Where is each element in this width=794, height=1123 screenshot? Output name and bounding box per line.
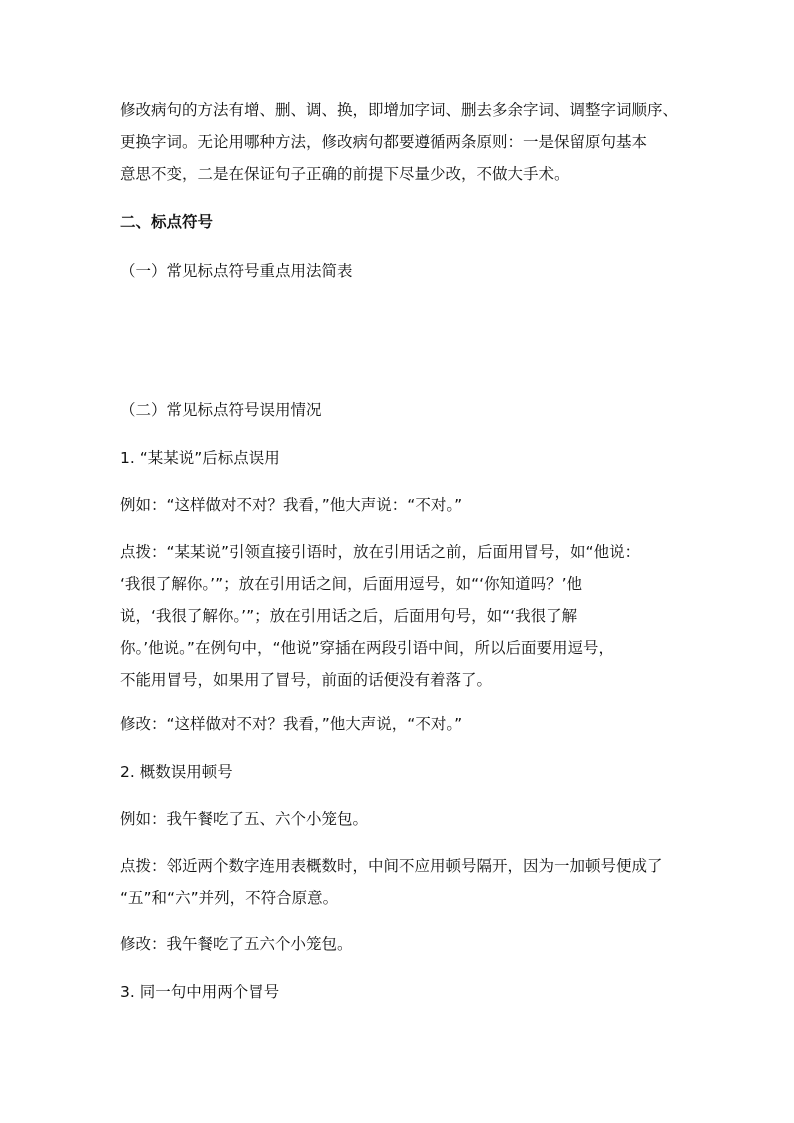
item-1-example: 例如：“这样做对不对？我看，”他大声说：“不对。” <box>120 496 463 514</box>
item-2-title: 2. 概数误用顿号 <box>120 763 233 781</box>
explanation-line: 不能用冒号，如果用了冒号，前面的话便没有着落了。 <box>120 671 493 689</box>
subsection-heading-table: （一）常见标点符号重点用法简表 <box>120 262 353 280</box>
item-3-title: 3. 同一句中用两个冒号 <box>120 983 280 1001</box>
intro-line: 修改病句的方法有增、删、调、换，即增加字词、删去多余字词、调整字词顺序、 <box>120 101 679 119</box>
item-2-fix: 修改：我午餐吃了五六个小笼包。 <box>120 935 353 953</box>
item-2-example: 例如：我午餐吃了五、六个小笼包。 <box>120 810 369 828</box>
explanation-line: 点拨：“某某说”引领直接引语时，放在引用话之前，后面用冒号，如“他说： <box>120 543 641 561</box>
intro-line: 更换字词。无论用哪种方法，修改病句都要遵循两条原则：一是保留原句基本 <box>120 133 648 151</box>
subsection-heading-misuse: （二）常见标点符号误用情况 <box>120 401 322 419</box>
explanation-line: 点拨：邻近两个数字连用表概数时，中间不应用顿号隔开，因为一加顿号便成了 <box>120 857 663 875</box>
item-1-title: 1. “某某说”后标点误用 <box>120 449 280 467</box>
explanation-line: ‘我很了解你。’”；放在引用话之间，后面用逗号，如“‘你知道吗？’他 <box>120 575 583 593</box>
explanation-line: 说，‘我很了解你。’”；放在引用话之后，后面用句号，如“‘我很了解 <box>120 607 578 625</box>
item-1-fix: 修改：“这样做对不对？我看，”他大声说，“不对。” <box>120 715 463 733</box>
intro-paragraph <box>120 94 680 190</box>
item-1-explanation <box>120 536 680 696</box>
explanation-line: “五”和“六”并列，不符合原意。 <box>120 889 339 907</box>
explanation-line: 你。’他说。”在例句中，“他说”穿插在两段引语中间，所以后面要用逗号， <box>120 639 615 657</box>
item-2-explanation <box>120 850 680 914</box>
section-heading-punctuation: 二、标点符号 <box>120 213 214 231</box>
intro-line: 意思不变，二是在保证句子正确的前提下尽量少改，不做大手术。 <box>120 165 570 183</box>
